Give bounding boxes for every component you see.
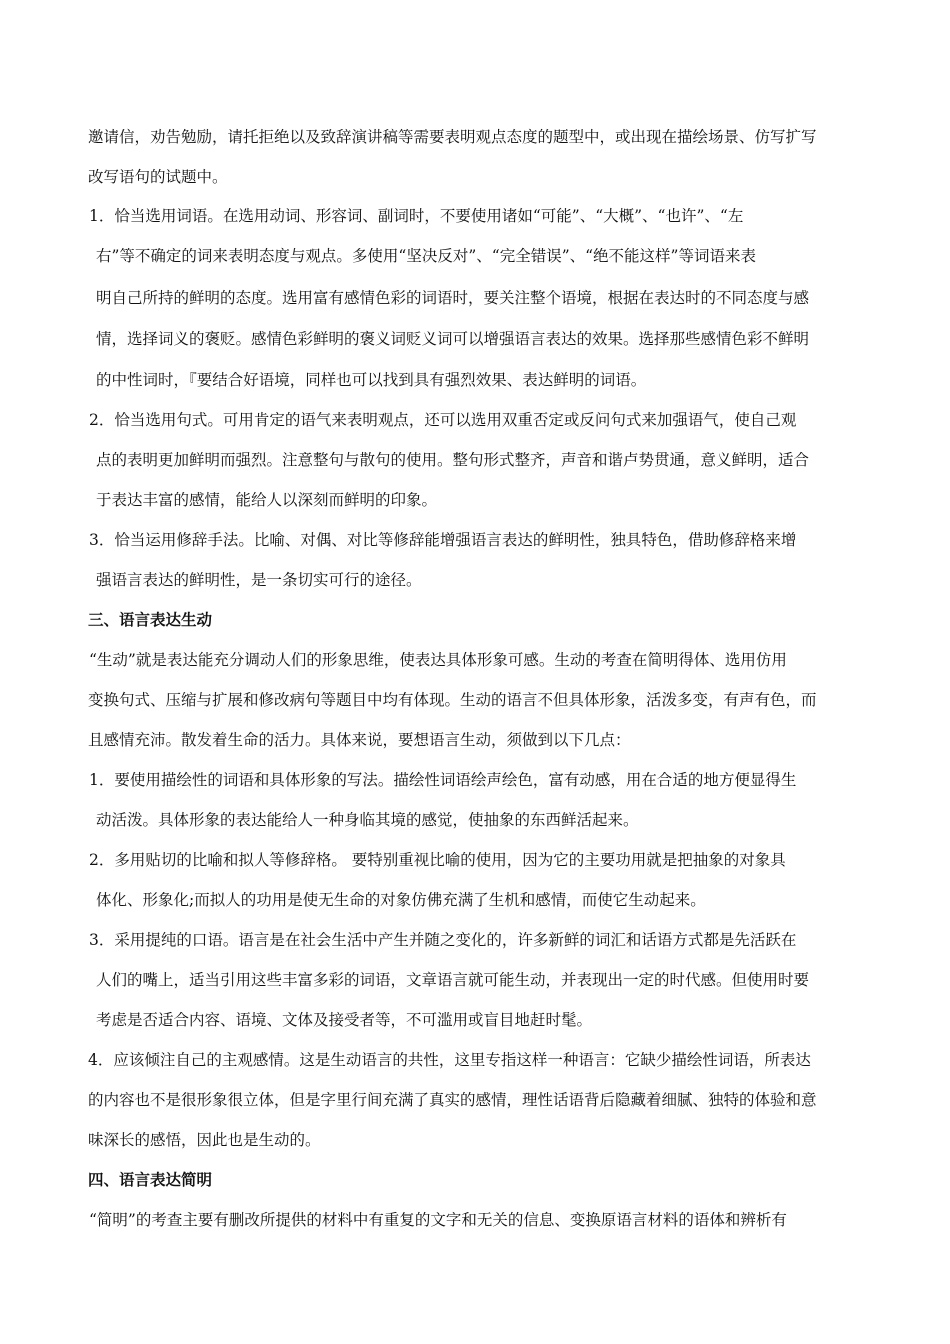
text-line: 3．采用提纯的口语。语言是在社会生活中产生并随之变化的，许多新鲜的词汇和话语方式都是先活跃在 bbox=[89, 931, 797, 949]
text-line: 4．应该倾注自己的主观感情。这是生动语言的共性，这里专指这样一种语言：它缺少描绘性词语，所表达 bbox=[88, 1051, 811, 1069]
text-line: 且感情充沛。散发着生命的活力。具体来说，要想语言生动，须做到以下几点： bbox=[88, 731, 631, 749]
text-line: 1．恰当选用词语。在选用动词、形容词、副词时，不要使用诸如“可能”、“大概”、“也许”、“左 bbox=[89, 207, 744, 225]
text-line: 改写语句的试题中。 bbox=[88, 168, 228, 186]
text-line: 的中性词时，『要结合好语境，同样也可以找到具有强烈效果、表达鲜明的词语。 bbox=[96, 371, 647, 389]
text-line: 2．多用贴切的比喻和拟人等修辞格。 要特别重视比喻的使用，因为它的主要功用就是把抽象的对象具 bbox=[89, 851, 786, 869]
text-line: 的内容也不是很形象很立体，但是字里行间充满了真实的感情，理性话语背后隐藏着细腻、独特的体验和意 bbox=[88, 1091, 817, 1109]
text-line: 右”等不确定的词来表明态度与观点。多使用“坚决反对”、“完全错误”、“绝不能这样”等词语来表 bbox=[96, 247, 756, 265]
text-line: 邀请信，劝告勉励，请托拒绝以及致辞演讲稿等需要表明观点态度的题型中，或出现在描绘场景、仿写扩写 bbox=[88, 128, 817, 146]
text-line: 味深长的感悟，因此也是生动的。 bbox=[88, 1131, 321, 1149]
text-line: 1．要使用描绘性的词语和具体形象的写法。描绘性词语绘声绘色，富有动感，用在合适的地方便显得生 bbox=[89, 771, 797, 789]
text-line: 变换句式、压缩与扩展和修改病句等题目中均有体现。生动的语言不但具体形象，活泼多变，有声有色，而 bbox=[88, 691, 817, 709]
text-line: 3．恰当运用修辞手法。比喻、对偶、对比等修辞能增强语言表达的鲜明性，独具特色，借助修辞格来增 bbox=[89, 531, 797, 549]
text-line: 动活泼。具体形象的表达能给人一种身临其境的感觉，使抽象的东西鲜活起来。 bbox=[96, 811, 639, 829]
section-heading: 三、语言表达生动 bbox=[88, 610, 213, 629]
text-line: 情，选择词义的褒贬。感情色彩鲜明的褒义词贬义词可以增强语言表达的效果。选择那些感情色彩不鲜明 bbox=[96, 330, 810, 348]
text-line: 明自己所持的鲜明的态度。选用富有感情色彩的词语时，要关注整个语境，根据在表达时的不同态度与感 bbox=[96, 289, 810, 307]
text-line: 强语言表达的鲜明性，是一条切实可行的途径。 bbox=[96, 571, 422, 589]
text-line: 体化、形象化;而拟人的功用是使无生命的对象仿佛充满了生机和感情，而使它生动起来。 bbox=[96, 891, 706, 909]
text-line: “生动”就是表达能充分调动人们的形象思维，使表达具体形象可感。生动的考查在简明得体、选用仿用 bbox=[89, 651, 787, 669]
text-line: “简明”的考查主要有删改所提供的材料中有重复的文字和无关的信息、变换原语言材料的语体和辨析有 bbox=[89, 1211, 787, 1229]
text-line: 考虑是否适合内容、语境、文体及接受者等，不可滥用或盲目地赶时髦。 bbox=[96, 1011, 593, 1029]
text-line: 2．恰当选用句式。可用肯定的语气来表明观点，还可以选用双重否定或反问句式来加强语气，使自己观 bbox=[89, 411, 797, 429]
text-line: 人们的嘴上，适当引用这些丰富多彩的词语，文章语言就可能生动，并表现出一定的时代感。但使用时要 bbox=[96, 971, 810, 989]
text-line: 点的表明更加鲜明而强烈。注意整句与散句的使用。整句形式整齐，声音和谐卢势贯通，意义鲜明，适合 bbox=[96, 451, 810, 469]
text-line: 于表达丰富的感情，能给人以深刻而鲜明的印象。 bbox=[96, 491, 438, 509]
section-heading: 四、语言表达简明 bbox=[88, 1170, 213, 1189]
